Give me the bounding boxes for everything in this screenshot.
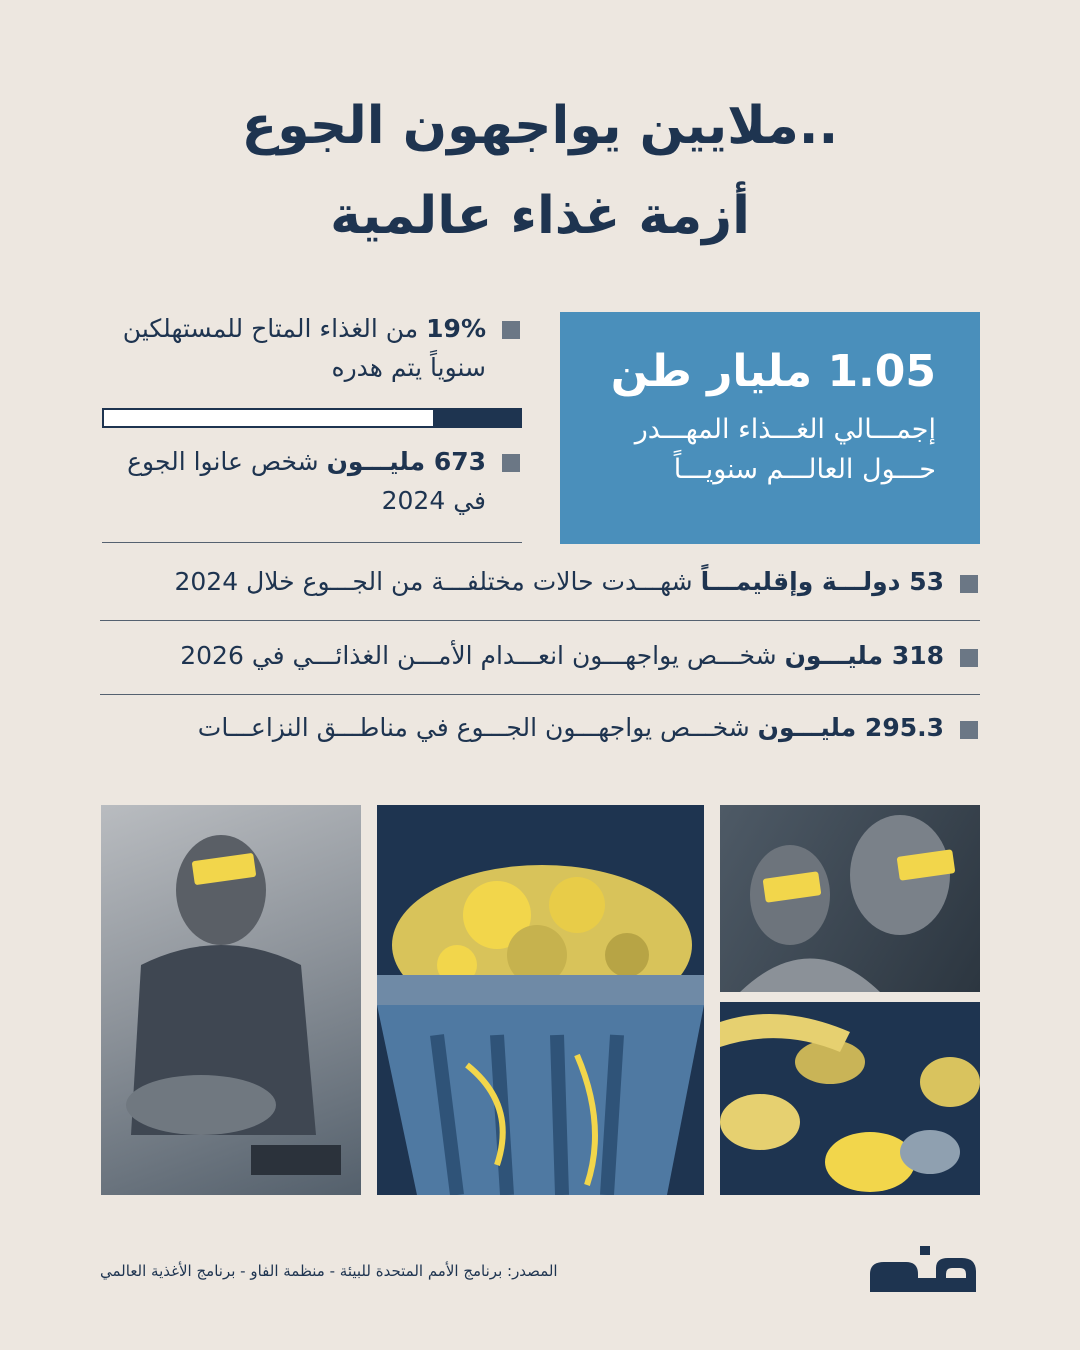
- bullet-icon: [960, 575, 978, 593]
- child-photo: [101, 805, 361, 1195]
- brand-logo-icon: [866, 1244, 980, 1296]
- bullet-icon: [960, 721, 978, 739]
- highlight-value: 1.05 مليار طن: [610, 346, 936, 397]
- divider: [102, 542, 522, 543]
- highlight-desc-line2: حـــول العالـــم سنويـــاً: [673, 453, 936, 485]
- divider: [100, 694, 980, 695]
- divider: [100, 620, 980, 621]
- stat-bold: 673 مليـــون: [326, 447, 486, 476]
- bullet-icon: [502, 321, 520, 339]
- stat-text: شخص عانوا الجوع: [127, 447, 327, 476]
- highlight-desc-line1: إجمـــالي الغـــذاء المهـــدر: [634, 414, 936, 446]
- stat-text: من الغذاء المتاح للمستهلكين: [122, 314, 427, 343]
- stat-row: [94, 563, 944, 602]
- stat-line2: في 2024: [381, 485, 486, 515]
- stat-row: [94, 709, 944, 748]
- side-stat-waste: [66, 310, 486, 388]
- stat-bold: 318 مليـــون: [784, 641, 944, 670]
- food-waste-bin-photo: [377, 805, 704, 1195]
- stat-text: شخـــص يواجهـــون انعـــدام الأمـــن الغذائـــي في 2026: [180, 641, 785, 670]
- side-stat-hunger: [66, 443, 486, 521]
- page-title-line1: ملايين يواجهون الجوع..: [241, 96, 839, 156]
- stat-row: [94, 637, 944, 676]
- waste-progress-fill: [433, 410, 520, 426]
- stat-text: شخـــص يواجهـــون الجـــوع في مناطـــق النزاعـــات: [197, 713, 758, 742]
- page-title-line2: أزمة غذاء عالمية: [330, 186, 750, 246]
- stat-bold: 295.3 مليـــون: [757, 713, 944, 742]
- food-pots-photo: [720, 1002, 980, 1195]
- bullet-icon: [960, 649, 978, 667]
- stat-bold: 19%: [426, 314, 486, 343]
- source-citation: المصدر: برنامج الأمم المتحدة للبيئة - منظمة الفاو - برنامج الأغذية العالمي: [100, 1262, 558, 1280]
- stat-bold: 53 دولـــة وإقليمـــاً: [700, 567, 944, 596]
- bullet-icon: [502, 454, 520, 472]
- highlight-box: [560, 312, 980, 544]
- stat-text: شهـــدت حالات مختلفـــة من الجـــوع خلال 2024: [174, 567, 701, 596]
- waste-progress-bar: [102, 408, 522, 428]
- starving-people-photo: [720, 805, 980, 992]
- stat-line2: سنوياً يتم هدره: [331, 352, 486, 382]
